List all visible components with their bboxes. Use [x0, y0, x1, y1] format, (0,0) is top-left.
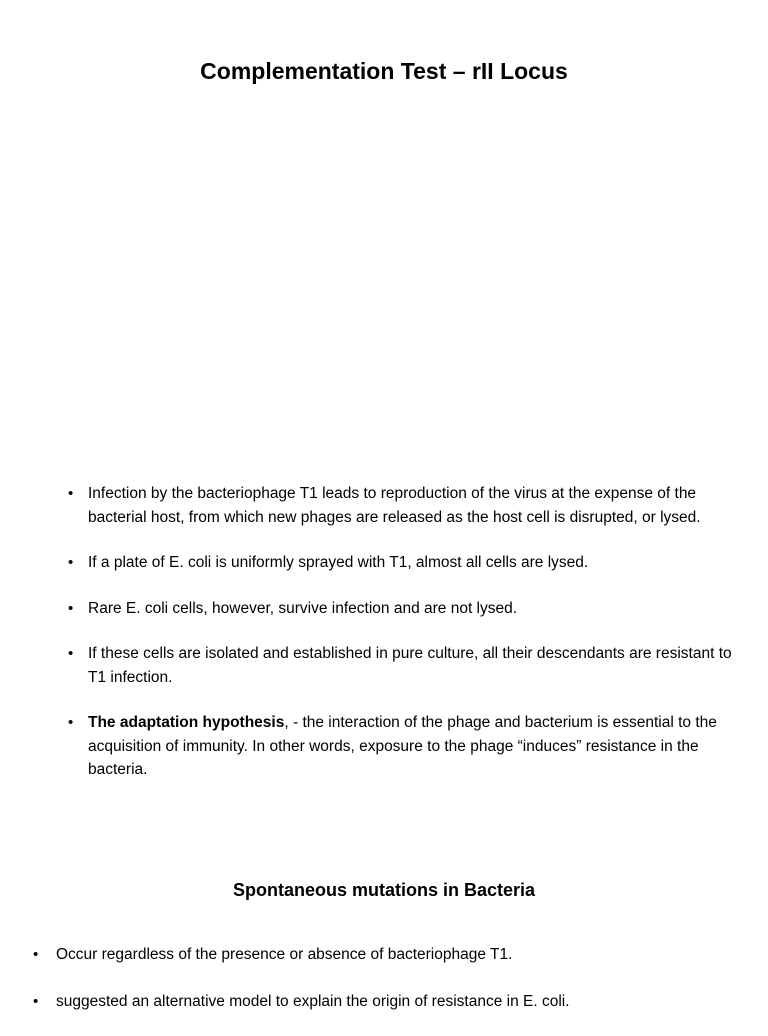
bullet-icon: •	[33, 992, 39, 1010]
list-item	[68, 551, 738, 575]
list-item	[33, 990, 743, 1014]
list-item	[68, 711, 738, 782]
list-item	[33, 943, 743, 967]
bullet-list-2	[33, 943, 743, 1036]
page-title: Complementation Test – rII Locus	[200, 58, 568, 84]
bullet-list	[68, 482, 738, 804]
bullet-text: If these cells are isolated and established in pure culture, all their descendants are resistant to T1 infection.	[88, 645, 732, 686]
bullet-icon: •	[68, 645, 74, 662]
bullet-icon: •	[33, 946, 39, 963]
bullet-text: suggested an alternative model to explain the origin of resistance in E. coli.	[56, 992, 570, 1010]
bullet-text	[88, 714, 717, 778]
list-item	[68, 482, 738, 529]
section-heading: Spontaneous mutations in Bacteria	[232, 880, 536, 900]
bullet-text: Occur regardless of the presence or absence of bacteriophage T1.	[56, 946, 513, 963]
list-item	[68, 597, 738, 621]
bullet-icon: •	[68, 554, 74, 571]
bullet-icon: •	[68, 599, 74, 617]
bullet-bold-term: The adaptation hypothesis	[88, 714, 285, 731]
bullet-text: If a plate of E. coli is uniformly sprayed with T1, almost all cells are lysed.	[88, 554, 589, 571]
bullet-icon: •	[68, 485, 74, 502]
list-item	[68, 642, 738, 689]
bullet-text: Infection by the bacteriophage T1 leads to reproduction of the virus at the expense of the bacterial host, from which new phages are released as the host cell is disrupted, or lysed.	[88, 485, 701, 526]
bullet-icon: •	[68, 714, 74, 731]
blank-figure-area	[60, 110, 708, 460]
bullet-rest-text: , - the interaction of the phage and bacterium is essential to the acquisition of immunity. In other words, exposure to the phage “induces” resistance in the bacteria.	[88, 714, 717, 778]
bullet-text: Rare E. coli cells, however, survive infection and are not lysed.	[88, 599, 518, 617]
